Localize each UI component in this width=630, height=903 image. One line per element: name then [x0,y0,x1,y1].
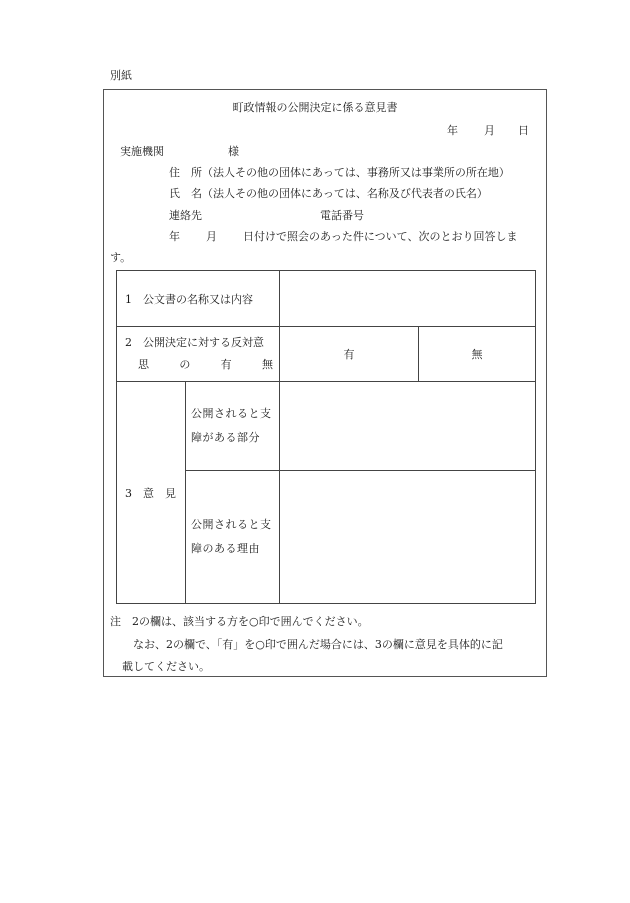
opinion-reason-label-line1: 公開されると支 [191,517,272,531]
objection-label-line1: 2 公開決定に対する反対意 [125,336,264,350]
objection-label-cell [117,327,280,382]
table-row-objection [117,327,536,382]
note-1: 注 2の欄は、該当する方を○印で囲んでください。 [110,615,369,628]
sender-phone-label: 電話番号 [320,209,364,222]
objection-no-option[interactable]: 無 [419,327,536,382]
opinion-part-label-line2: 障がある部分 [191,430,260,444]
document-name-label: 1 公文書の名称又は内容 [125,292,253,306]
objection-yes-option[interactable]: 有 [280,327,419,382]
body-text-line1: 日付けで照会のあった件について、次のとおり回答しま [243,230,518,243]
document-name-label-cell [117,271,280,327]
opinion-label: 3 意 見 [125,486,176,500]
sender-address-label: 住 所（法人その他の団体にあっては、事務所又は事業所の所在地） [169,166,510,179]
opinion-part-field[interactable] [280,382,536,470]
addressee-org: 実施機関 [120,145,164,158]
objection-label-char: 無 [261,358,273,372]
opinion-reason-label-line2: 障のある理由 [191,541,260,555]
addressee-honorific: 様 [228,145,239,158]
objection-label-char: 有 [220,358,232,372]
annex-label: 別紙 [110,69,132,82]
date-year-label: 年 [447,124,458,137]
objection-label-char: 思 [138,358,149,372]
objection-label-char: の [179,358,191,372]
note-2-line1: なお、2の欄で、「有」を○印で囲んだ場合には、3の欄に意見を具体的に記 [133,638,503,651]
body-text-line2: す。 [110,251,132,264]
body-year: 年 [169,230,180,243]
note-2-line2: 載してください。 [122,660,210,673]
table-row-document [117,271,536,327]
table-row-opinion-part [117,382,536,470]
date-month-label: 月 [484,124,495,137]
objection-label-line2 [117,354,279,376]
opinion-reason-label-cell [186,470,280,603]
date-day-label: 日 [518,124,529,137]
sender-name-label: 氏 名（法人その他の団体にあっては、名称及び代表者の氏名） [169,187,488,200]
sender-contact-label: 連絡先 [169,209,202,222]
opinion-table [116,270,536,604]
page-title: 町政情報の公開決定に係る意見書 [232,101,398,114]
opinion-part-label-line1: 公開されると支 [191,406,272,420]
opinion-label-cell [117,382,186,604]
opinion-part-label-cell [186,382,280,470]
document-name-field[interactable] [280,271,536,327]
opinion-reason-field[interactable] [280,470,536,603]
body-month: 月 [206,230,217,243]
